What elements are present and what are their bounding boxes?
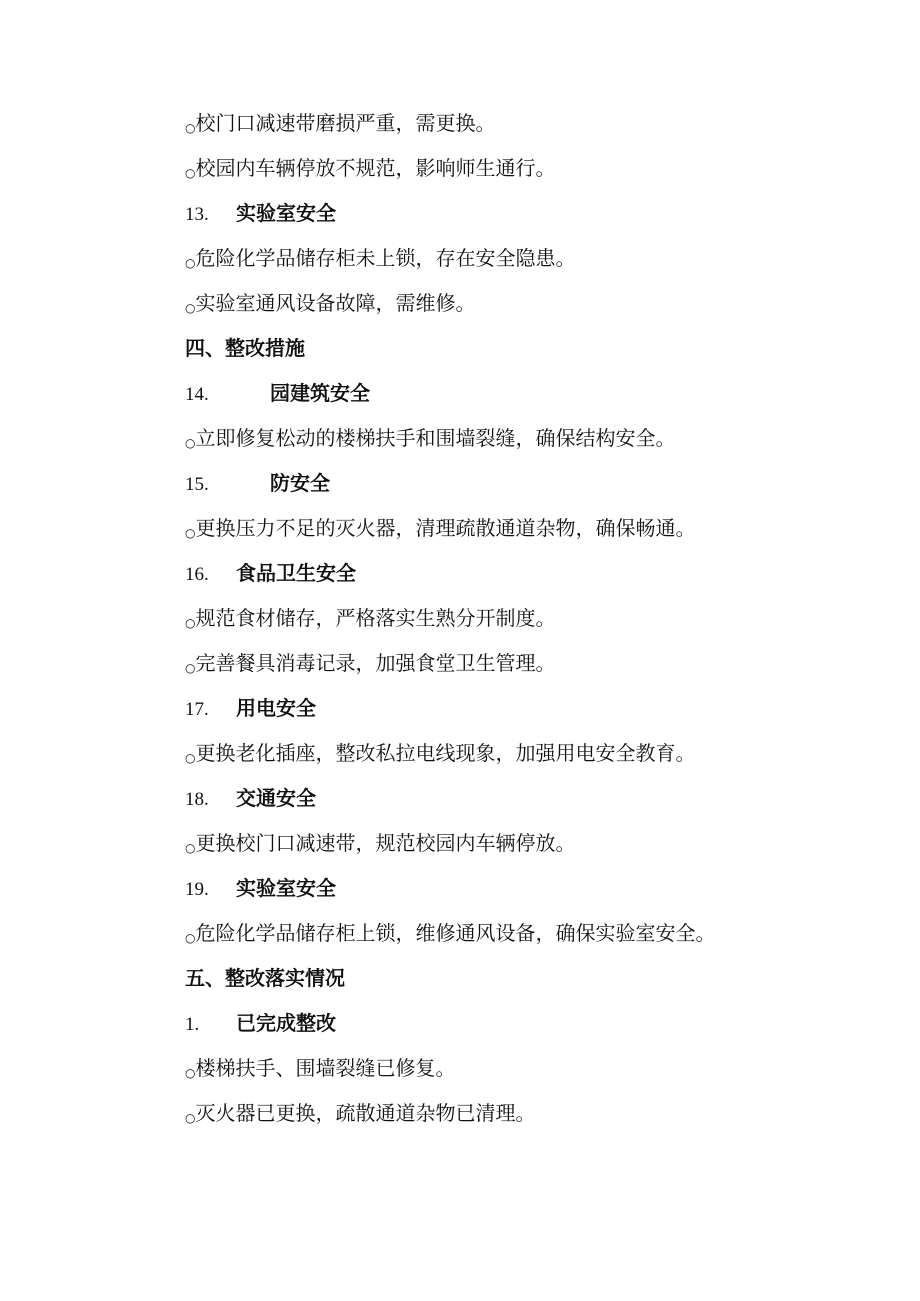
heading-number: 17. <box>185 699 209 720</box>
heading-text: 实验室安全 <box>236 876 336 900</box>
list-item <box>185 648 555 678</box>
list-item <box>185 1053 455 1083</box>
list-item <box>185 513 695 543</box>
numbered-heading <box>185 198 336 228</box>
item-text: 立即修复松动的楼梯扶手和围墙裂缝，确保结构安全。 <box>195 426 676 450</box>
heading-number: 18. <box>185 789 209 810</box>
heading-number: 14. <box>185 384 209 405</box>
list-item <box>185 423 675 453</box>
bullet-icon: ○ <box>185 121 196 135</box>
heading-text: 食品卫生安全 <box>236 561 356 585</box>
bullet-icon: ○ <box>185 256 196 270</box>
list-item <box>185 1098 535 1128</box>
bullet-icon: ○ <box>185 661 196 675</box>
list-item <box>185 243 575 273</box>
section-heading: 五、整改落实情况 <box>185 966 345 990</box>
item-text: 校园内车辆停放不规范，影响师生通行。 <box>195 156 556 180</box>
item-text: 规范食材储存，严格落实生熟分开制度。 <box>195 606 556 630</box>
numbered-heading <box>185 1008 336 1038</box>
bullet-icon: ○ <box>185 301 196 315</box>
heading-number: 16. <box>185 564 209 585</box>
item-text: 楼梯扶手、围墙裂缝已修复。 <box>195 1056 456 1080</box>
numbered-heading <box>185 783 316 813</box>
heading-number: 1. <box>185 1014 200 1035</box>
list-item <box>185 828 575 858</box>
heading-number: 19. <box>185 879 209 900</box>
heading-text: 园建筑安全 <box>270 381 370 405</box>
list-item <box>185 108 495 138</box>
heading-number: 13. <box>185 204 209 225</box>
heading-text: 防安全 <box>270 471 330 495</box>
list-item <box>185 153 555 183</box>
section-heading: 四、整改措施 <box>185 336 305 360</box>
list-item <box>185 918 715 948</box>
bullet-icon: ○ <box>185 526 196 540</box>
item-text: 更换老化插座，整改私拉电线现象，加强用电安全教育。 <box>195 741 696 765</box>
item-text: 更换压力不足的灭火器，清理疏散通道杂物，确保畅通。 <box>195 516 696 540</box>
bullet-icon: ○ <box>185 751 196 765</box>
list-item <box>185 603 555 633</box>
item-text: 更换校门口减速带，规范校园内车辆停放。 <box>195 831 576 855</box>
bullet-icon: ○ <box>185 166 196 180</box>
list-item <box>185 738 695 768</box>
item-text: 危险化学品储存柜上锁，维修通风设备，确保实验室安全。 <box>195 921 716 945</box>
heading-number: 15. <box>185 474 209 495</box>
item-text: 实验室通风设备故障，需维修。 <box>195 291 476 315</box>
list-item <box>185 288 475 318</box>
numbered-heading <box>185 693 316 723</box>
bullet-icon: ○ <box>185 436 196 450</box>
bullet-icon: ○ <box>185 616 196 630</box>
item-text: 灭火器已更换，疏散通道杂物已清理。 <box>195 1101 536 1125</box>
numbered-heading <box>185 558 356 588</box>
item-text: 校门口减速带磨损严重，需更换。 <box>195 111 496 135</box>
bullet-icon: ○ <box>185 841 196 855</box>
heading-text: 实验室安全 <box>236 201 336 225</box>
numbered-heading <box>185 873 336 903</box>
heading-text: 已完成整改 <box>236 1011 336 1035</box>
heading-text: 用电安全 <box>236 696 316 720</box>
bullet-icon: ○ <box>185 1111 196 1125</box>
bullet-icon: ○ <box>185 931 196 945</box>
item-text: 危险化学品储存柜未上锁，存在安全隐患。 <box>195 246 576 270</box>
numbered-heading <box>185 468 330 498</box>
item-text: 完善餐具消毒记录，加强食堂卫生管理。 <box>195 651 556 675</box>
heading-text: 交通安全 <box>236 786 316 810</box>
numbered-heading <box>185 378 370 408</box>
bullet-icon: ○ <box>185 1066 196 1080</box>
